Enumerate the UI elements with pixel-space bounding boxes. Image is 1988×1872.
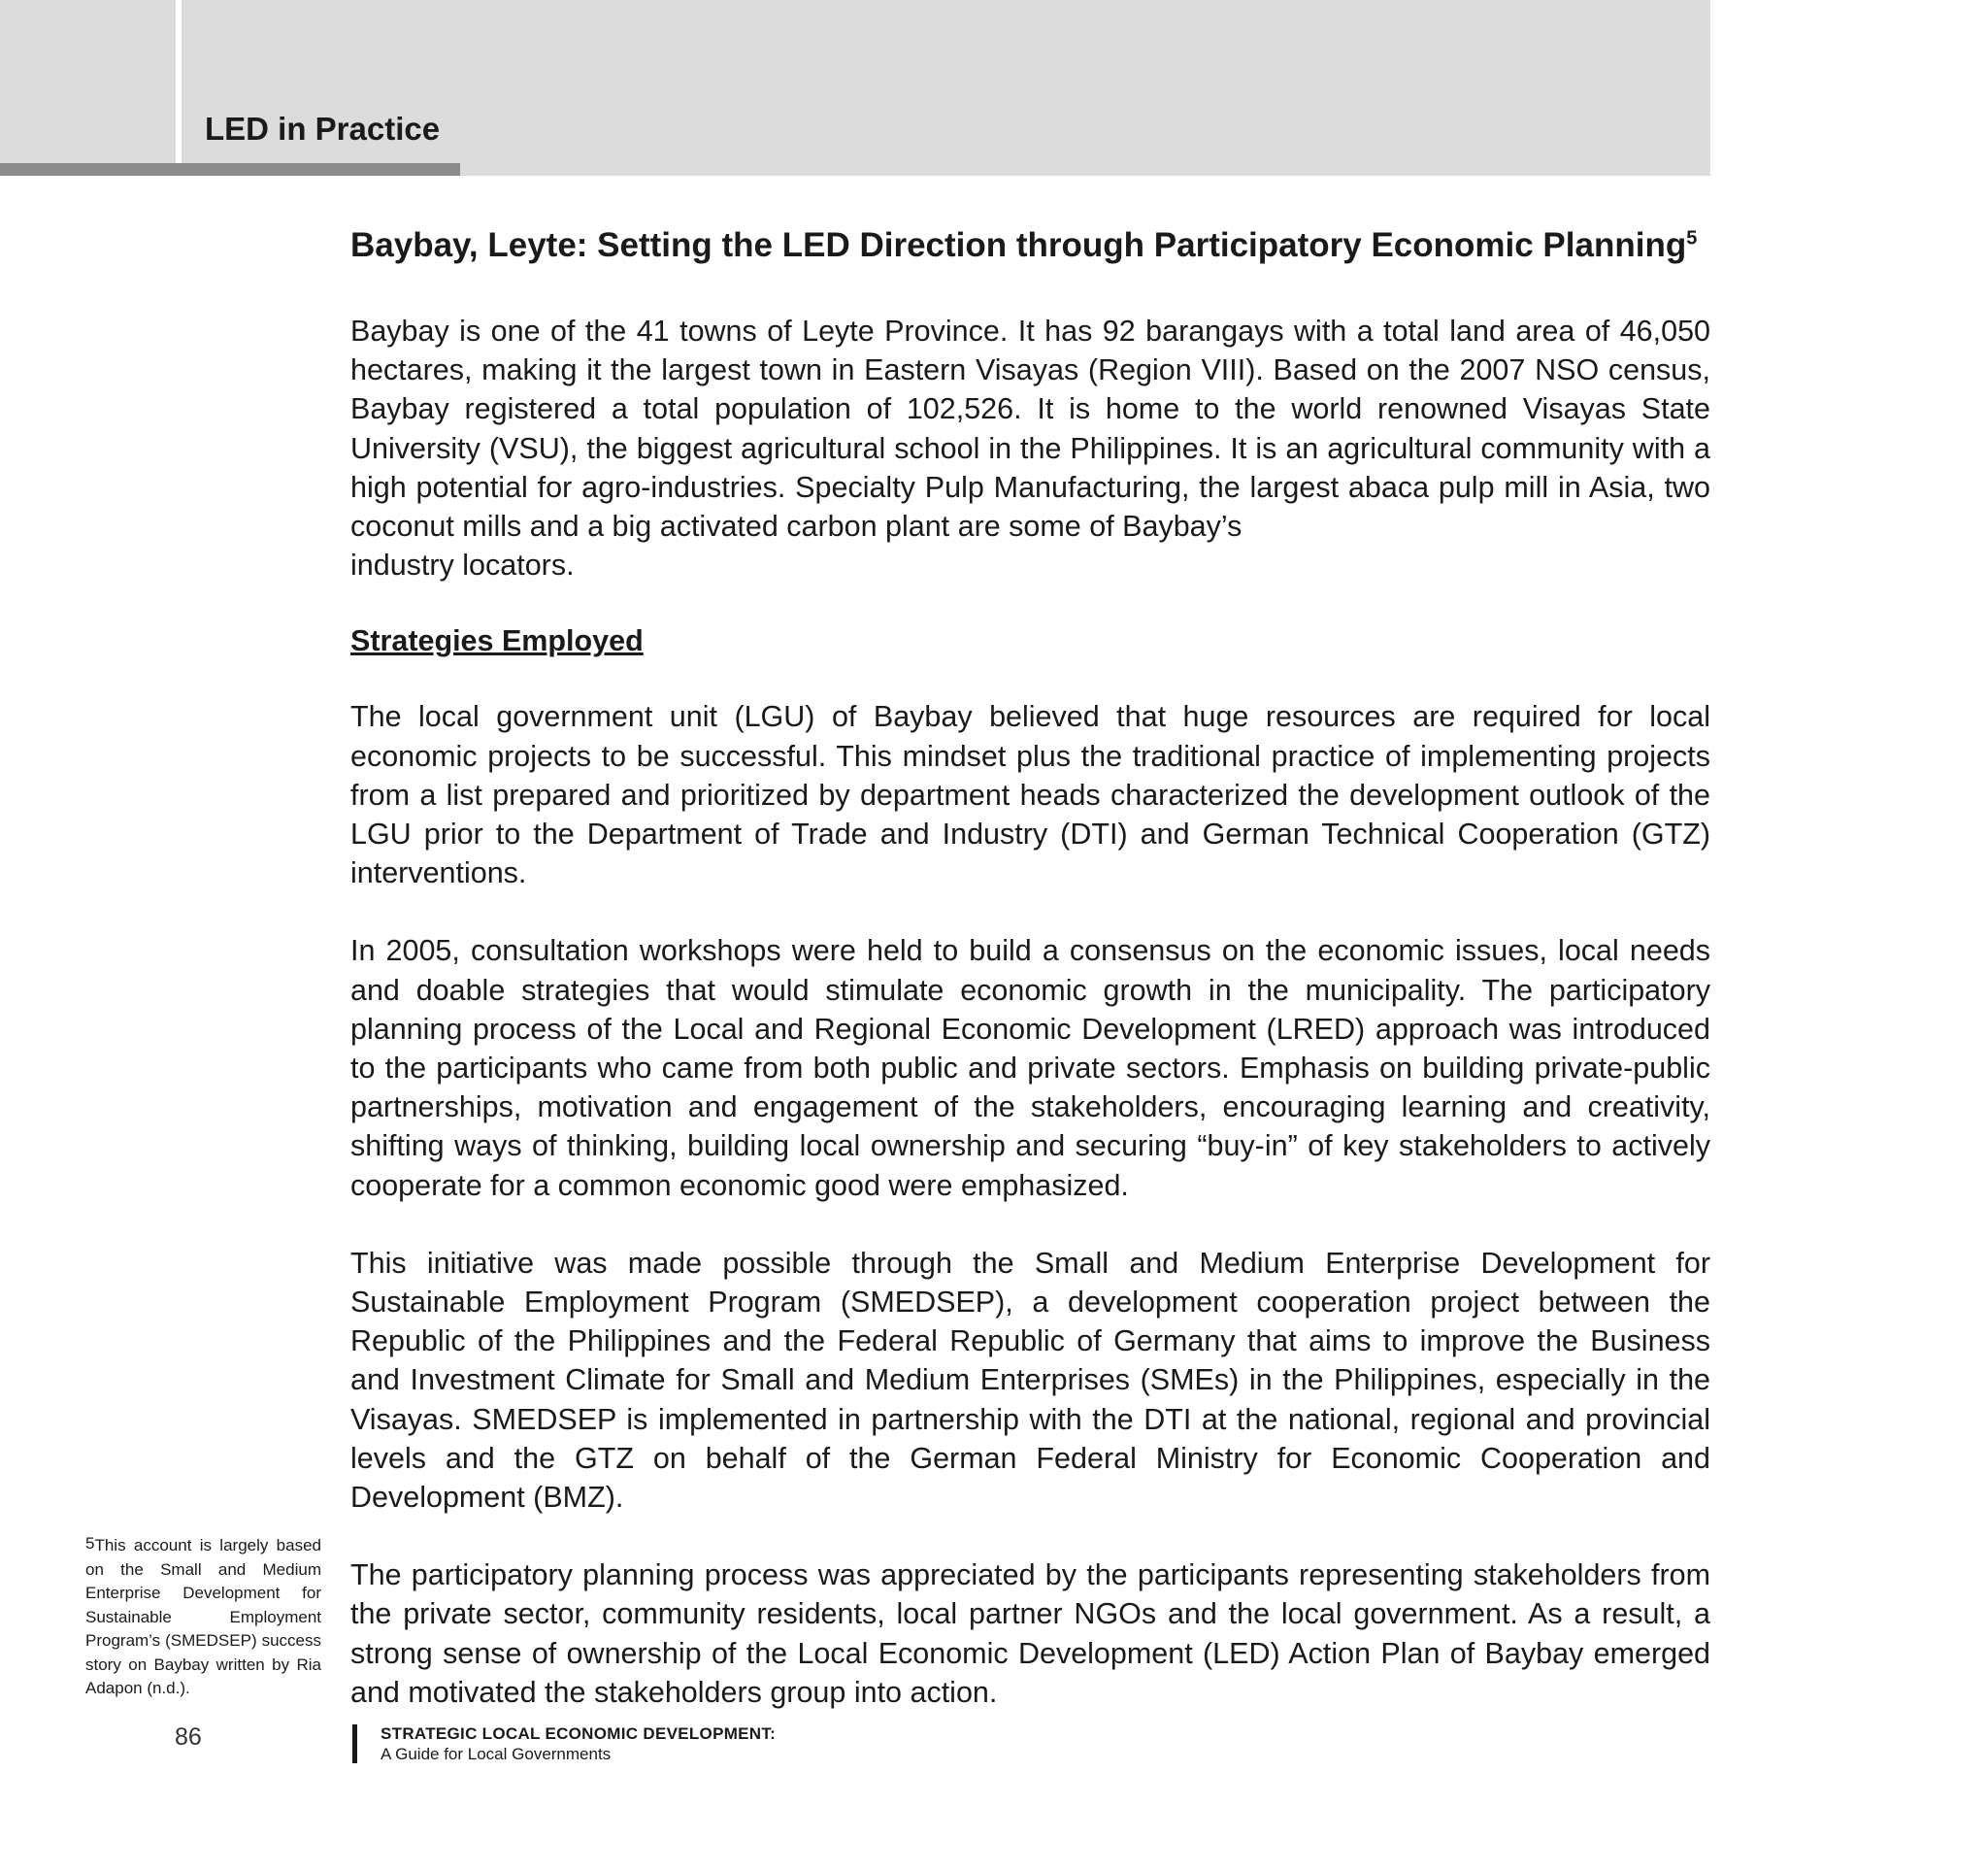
paragraph-lgu-mindset: The local government unit (LGU) of Baybay believed that huge resources are required for local economic projects to be successful. This mindset plus the traditional practice of implementing projects from a list prepared and prioritized by department heads characterized the development outlook of the LGU prior to the Department of Trade and Industry (DTI) and German Technical Cooperation (GTZ) interventions. [350, 700, 1710, 890]
paragraph-consultation: In 2005, consultation workshops were held to build a consensus on the economic issues, local needs and doable strategies that would stimulate economic growth in the municipality. The participatory planning process of the Local and Regional Economic Development (LRED) approach was introduced to the participants who came from both public and private sectors. Emphasis on building private-public partnerships, motivation and engagement of the stakeholders, encouraging learning and creativity, shifting ways of thinking, building local ownership and securing “buy-in” of key stakeholders to actively cooperate for a common economic good were emphasized. [350, 934, 1710, 1202]
title-footnote-marker: 5 [1686, 227, 1698, 250]
article-title [350, 225, 1710, 265]
section-label: LED in Practice [205, 111, 441, 147]
page-number: 86 [175, 1723, 202, 1751]
paragraph-intro-text: Baybay is one of the 41 towns of Leyte Province. It has 92 barangays with a total land area of 46,050 hectares, making it the largest town in Eastern Visayas (Region VIII). Based on the 2007 NSO census, Baybay registered a total population of 102,526. It is home to the world renowned Visayas State University (VSU), the biggest agricultural school in the Philippines. It is an agricultural community with a high potential for agro-industries. Specialty Pulp Manufacturing, the largest abaca pulp mill in Asia, two coconut mills and a big activated carbon plant are some of Baybay’s [350, 315, 1710, 544]
footnote-text: This account is largely based on the Small and Medium Enterprise Development for Sustainable Employment Program’s (SMEDSEP) success story on Baybay written by Ria Adapon (n.d.). [85, 1536, 321, 1697]
paragraph-intro-tail: industry locators. [350, 549, 575, 583]
footer-bar [352, 1724, 357, 1763]
footnote [85, 1534, 321, 1701]
paragraph-smedsep: This initiative was made possible through the Small and Medium Enterprise Development for Sustainable Employment Program (SMEDSEP), a development cooperation project between the Republic of the Philippines and the Federal Republic of Germany that aims to improve the Business and Investment Climate for Small and Medium Enterprises (SMEs) in the Philippines, especially in the Visayas. SMEDSEP is implemented in partnership with the DTI at the national, regional and provincial levels and the GTZ on behalf of the German Federal Ministry for Economic Cooperation and Development (BMZ). [350, 1246, 1710, 1515]
header-divider [176, 0, 182, 167]
paragraph-outcome: The participatory planning process was appreciated by the participants representing stakeholders from the private sector, community residents, local partner NGOs and the local government. As a result, a strong sense of ownership of the Local Economic Development (LED) Action Plan of Baybay emerged and motivated the stakeholders group into action. [350, 1558, 1710, 1709]
article [350, 225, 1710, 1751]
subheading-strategies: Strategies Employed [350, 624, 644, 658]
footer-book-title: STRATEGIC LOCAL ECONOMIC DEVELOPMENT: [381, 1724, 777, 1743]
footnote-marker: 5 [85, 1534, 95, 1553]
header-underline [0, 163, 460, 176]
paragraph-intro [350, 312, 1710, 585]
article-title-text: Baybay, Leyte: Setting the LED Direction through Participatory Economic Planning [350, 226, 1687, 264]
header-band [0, 0, 1710, 176]
footer-book-subtitle: A Guide for Local Governments [381, 1745, 612, 1763]
